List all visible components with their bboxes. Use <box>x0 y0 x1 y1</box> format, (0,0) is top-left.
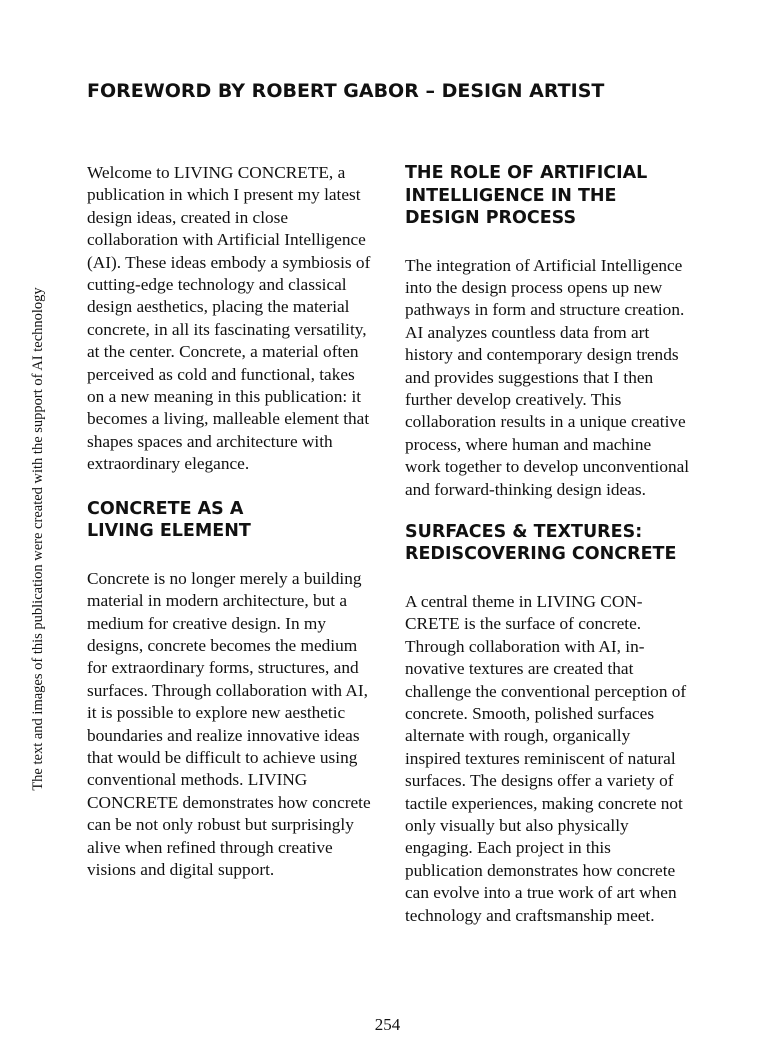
page-title: FOREWORD BY ROBERT GABOR – DESIGN ARTIST <box>87 80 605 102</box>
concrete-living-element-paragraph: Concrete is no longer merely a building material in modern architecture, but a medium for creative design. In my designs, concrete becomes the medium for extraordinary forms, structures, and surfaces. Through collaboration with AI, it is possible to explore new aesthetic boundaries and realize innovative ideas that would be difficult to achieve using conventional methods. LIVING CONCRETE demonstrates how concrete can be not only robust but surprisingly alive when refined through creative visions and digital support. <box>87 568 371 879</box>
section-heading-concrete-living-element: CONCRETE AS A LIVING ELEMENT <box>87 498 251 542</box>
left-column <box>87 162 372 881</box>
surfaces-textures-paragraph: A central theme in LIVING CONCRETE is the surface of concrete. Through collaboration with AI, innovative textures are created that challenge the conventional perception of concrete. Smooth, polished surfaces alternate with rough, organically inspired textures reminiscent of natural surfaces. The designs offer a variety of tactile experiences, making concrete not only visually but also physically engaging. Each project in this publication demonstrates how concrete can evolve into a true work of art when technology and craftsmanship meet. <box>405 591 687 925</box>
page-number: 254 <box>374 1015 401 1034</box>
section-heading-surfaces-textures: SURFACES & TEXTURES: REDISCOVERING CONCRETE <box>405 521 677 565</box>
right-column <box>405 162 690 927</box>
ai-disclaimer-vertical-text: The text and images of this publication were created with the support of AI technology <box>30 287 46 791</box>
section-heading-role-of-ai: THE ROLE OF ARTIFICIAL INTELLIGENCE IN THE DESIGN PROCESS <box>405 163 648 228</box>
intro-paragraph: Welcome to LIVING CONCRETE, a publication in which I present my latest design ideas, created in close collaboration with Artificial Intelligence (AI). These ideas embody a symbiosis of cutting-edge technology and classical design aesthetics, placing the material concrete, in all its fascinating versatility, at the center. Concrete, a material often perceived as cold and functional, takes on a new meaning in this publication: it becomes a living, malleable element that shapes spaces and architecture with extraordinary elegance. <box>87 163 371 474</box>
role-of-ai-paragraph: The integration of Artificial Intelligence into the design process opens up new pathways in form and structure creation. AI analyzes countless data from art history and contemporary design trends and provides suggestions that I then further develop creatively. This collaboration results in a unique creative process, where human and machine work together to develop unconventional and forward-thinking design ideas. <box>405 255 690 499</box>
